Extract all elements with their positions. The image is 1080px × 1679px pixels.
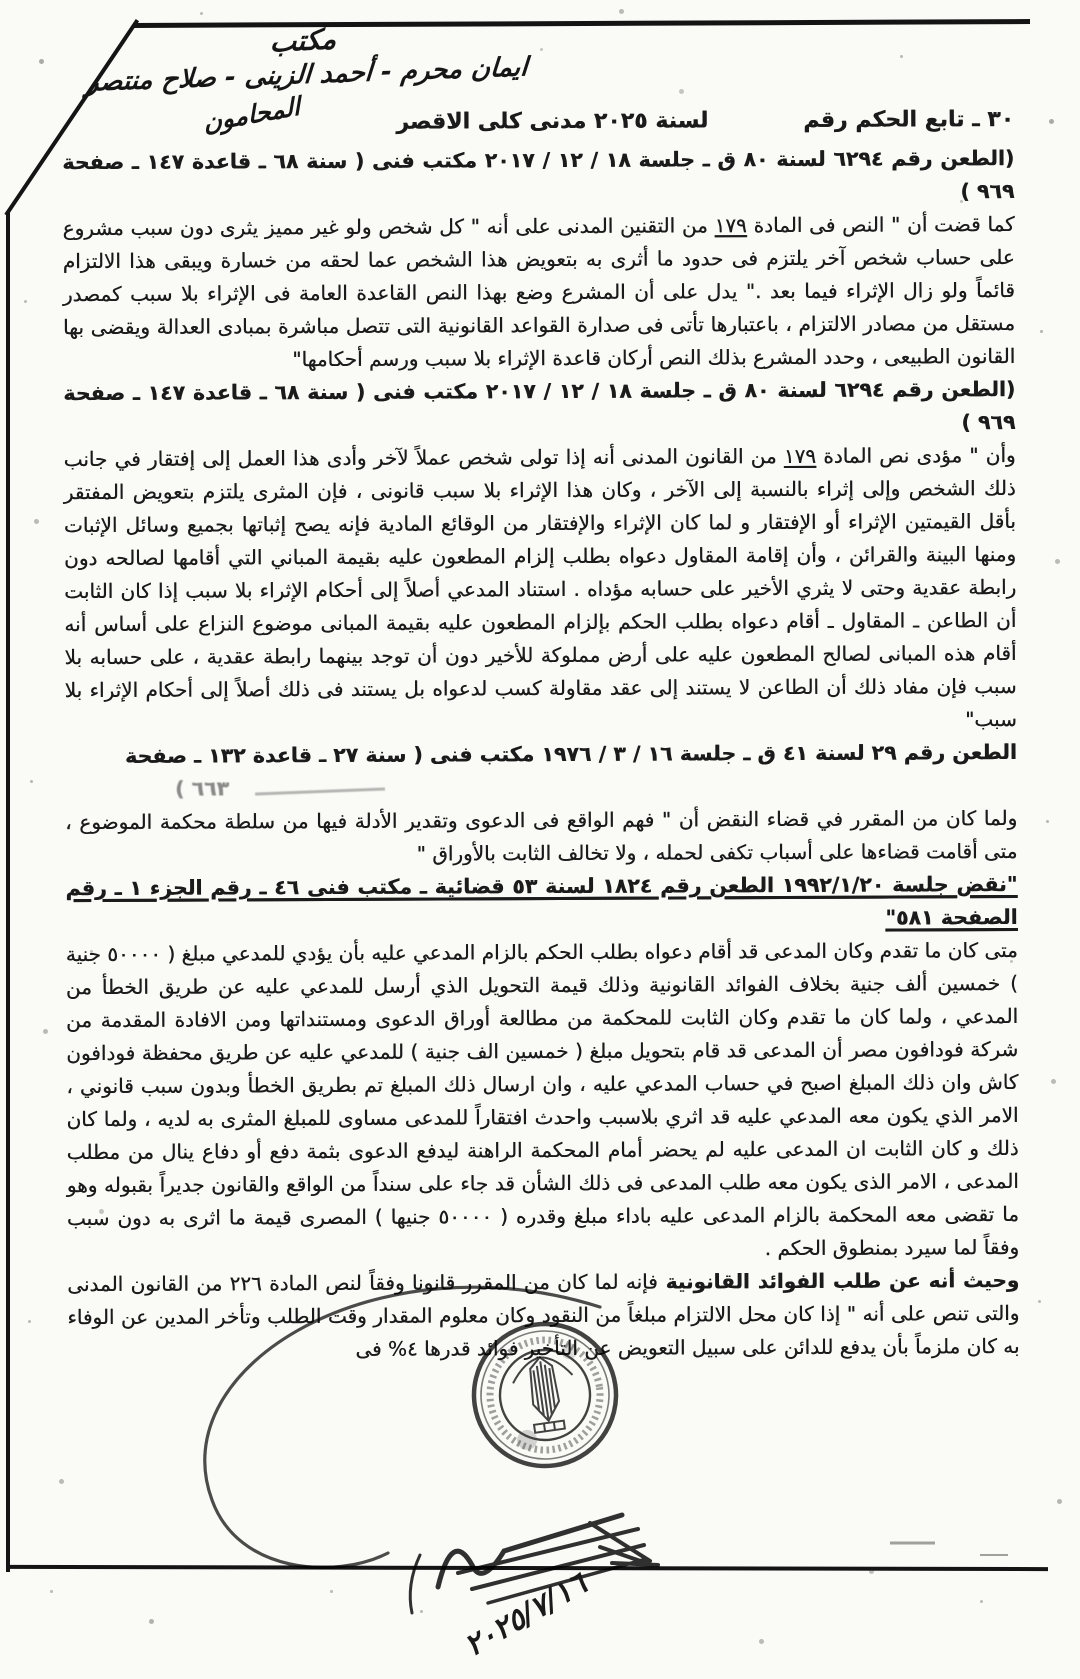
signature-flourish [205,1287,600,1567]
article-number-underlined: ١٧٩ [714,213,747,238]
scan-noise-speckles [0,0,3,3]
page-header-label: تابع الحكم رقم [803,107,965,133]
paragraph-article-179-application [63,439,1016,740]
citation-1976-page-number-smudged: ٦٦٣ ) [65,769,1017,806]
document-body [62,98,1020,1367]
republic-eagle-stamp-icon [465,1315,625,1475]
paragraph-case-facts: متى كان ما تقدم وكان المدعى قد أقام دعواه بطلب الحكم بالزام المدعي عليه بأن يؤدي للمدعي مبلغ ( ٥٠٠٠٠ جنية ) خمسين ألف جنية بخلاف الفوائد القانونية وذلك قيمة التحويل الذي أرسل للمدعي عليه عن طريق الخطأ من المدعي ، ولما كان ما تقدم وكان الثابت للمحكمة من مطالعة أوراق الدعوى ومستنداتها ومن الافادة المقدمة من شركة فودافون مصر أن المدعى قد قام بتحويل مبلغ ( خمسين الف جنية ) للمدعي عليه عن طريق محفظة فودافون كاش وان ذلك المبلغ اصبح في حساب المدعي عليه ، وان ارسال ذلك المبلغ تم بطريق الخطأ وبدون سبب قانوني ، الامر الذي يكون معه المدعي عليه قد اثري بلاسبب واحدث افتقاراً للمدعى مساوى للمبلغ المثرى به لديه ، ولما كان ذلك و كان الثابت ان المدعى عليه لم يحضر أمام المحكمة الراهنة ليدفع الدعوى بثمة دفع أو دفاع ينال من مطلب المدعى ، الامر الذى يكون معه طلب المدعى فى ذلك الشأن قد جاء على سنداً من الواقع والقانون جديراً بقبوله وهو ما تقضى معه المحكمة بالزام المدعى عليه باداء مبلغ وقدره ( ٥٠٠٠٠ جنيها ) المصرى قيمة ما اثرى به دون سبب وفقاً لما سيرد بمنطوق الحكم . [65,937,1020,1261]
paragraph-segment: وأن " مؤدى نص المادة [815,442,1016,468]
handwritten-date: ٢٠٢٥/٧/١٦ [458,1566,593,1664]
official-stamp-and-signature-overlay [120,1255,1080,1679]
paragraph-cassation-principle: ولما كان من المقرر في قضاء النقض أن " فهم الواقع فى الدعوى وتقدير الأدلة فيها من سلطة محكمة الموضوع ، متى أقامت قضاءها على أسباب تكفى لحمله ، ولا تخالف الثابت بالأوراق " [65,805,1018,866]
page-header-index: ٣٠ ـ [971,106,1015,133]
page-border-top [133,19,1030,28]
page-header [62,98,1014,146]
paragraph-lead-bold: وحيث أنه عن طلب الفوائد القانونية [657,1267,1020,1294]
paragraph-article-179-text [62,208,1015,377]
page-header-suffix: لسنة ٢٠٢٥ مدنى كلى الاقصر [396,108,709,135]
citation-appeal-6294-2017-second: (الطعن رقم ٦٢٩٤ لسنة ٨٠ ق ـ جلسة ١٨ / ١٢ / ٢٠١٧ مكتب فنى ( سنة ٦٨ ـ قاعدة ١٤٧ ـ صفحة ٩٦٩ ) [63,376,1016,435]
handwritten-lawyers-title: المحامون [202,91,301,138]
paragraph-segment: كما قضت أن " النص فى المادة [746,211,1015,238]
handwritten-lawyer-names: ايمان محرم - أحمد الزينى - صلاح منتصر [85,52,529,98]
citation-appeal-29-1976: الطعن رقم ٢٩ لسنة ٤١ ق ـ جلسة ١٦ / ٣ / ١٩٧٦ مكتب فنى ( سنة ٢٧ ـ قاعدة ١٣٢ ـ صفحة [124,739,1017,768]
page-border-left [6,212,10,1572]
paragraph-segment: فإنه لما كان من المقرر قانونا وفقاً لنص المادة ٢٢٦ من القانون المدنى والتى تنص على أنه " إذا كان محل الالتزام مبلغاً من النقود وكان معلوم المقدار وقت الطلب وتأخر المدين عن الوفاء به كان ملزماً بأن يدفع للدائن على سبيل التعويض عن التأخير فوائد قدرها ٤% فى [67,1269,1020,1361]
article-number-underlined: ١٧٩ [783,443,817,469]
paragraph-segment: من القانون المدنى أنه إذا تولى شخص عملاً لآخر وأدى هذا العمل إلى إفتقار في جانب ذلك الشخص وإلى إثراء بالنسبة إلى الآخر ، وكان هذا الإثراء بلا سبب قانونى ، فإن المثرى يلتزم بتعويض المفتقر بأقل القيمتين الإثراء أو الإفتقار و لما كان الإثراء والإفتقار من الوقائع المادية فإنه يصح إثباتها بجميع وسائل الإثبات ومنها البينة والقرائن ، وأن إقامة المقاول دعواه بطلب إلزام المطعون عليه بقيمة المباني التي أقامها لصالحه دون رابطة عقدية وحتى لا يثري الأخير على حسابه مؤداه . استناد المدعي أصلاً إلى أحكام الإثراء بلا سبب إذا كان الثابت أن الطاعن ـ المقاول ـ أقام دعواه بطلب الحكم بإلزام المطعون عليه بقيمة المبانى موضوع النزاع على أساس أنه أقام هذه المبانى لصالح المطعون عليه على أرض مملوكة للأخير دون أن توجد بينهما رابطة عقدية ، على حسابه بلا سبب فإن مفاد ذلك أن الطاعن لا يستند إلى عقد مقاولة كسب لدعواه بل يستند فى ذلك أصلاً إلى أحكام الإثراء بلا سبب" [63,444,1017,732]
scan-dash-marks [890,1543,1008,1555]
paragraph-segment: من التقنين المدنى على أنه " كل شخص ولو غير مميز يثرى دون سبب مشروع على حساب شخص آخر يلتزم فى حدود ما أثرى به بتعويض هذا الشخص عما لحقه من خسارة ويبقى هذا الالتزام قائماً ولو زال الإثراء فيما بعد ." يدل على أن المشرع وضع بهذا النص القاعدة العامة فى الإثراء بلا سبب كمصدر مستقل من مصادر الالتزام ، باعتبارها تأتى فى صدارة القواعد القانونية التى تتصل مباشرة بمبادى العدالة ويقضى بها القانون الطبيعى ، وحدد المشرع بذلك النص أركان قاعدة الإثراء بلا سبب ورسم أحكامها" [62,213,1016,372]
citation-appeal-6294-2017-first: (الطعن رقم ٦٢٩٤ لسنة ٨٠ ق ـ جلسة ١٨ / ١٢ / ٢٠١٧ مكتب فنى ( سنة ٦٨ ـ قاعدة ١٤٧ ـ صفحة ٩٦٩ ) [62,145,1015,204]
handwritten-office-label: مكتب [269,22,338,59]
citation-cassation-1992: "نقض جلسة ١٩٩٢/١/٢٠ الطعن رقم ١٨٢٤ لسنة ٥٣ قضائية ـ مكتب فنى ٤٦ ـ رقم الجزء ١ ـ رقم الصفحة ٥٨١" [65,871,1018,930]
